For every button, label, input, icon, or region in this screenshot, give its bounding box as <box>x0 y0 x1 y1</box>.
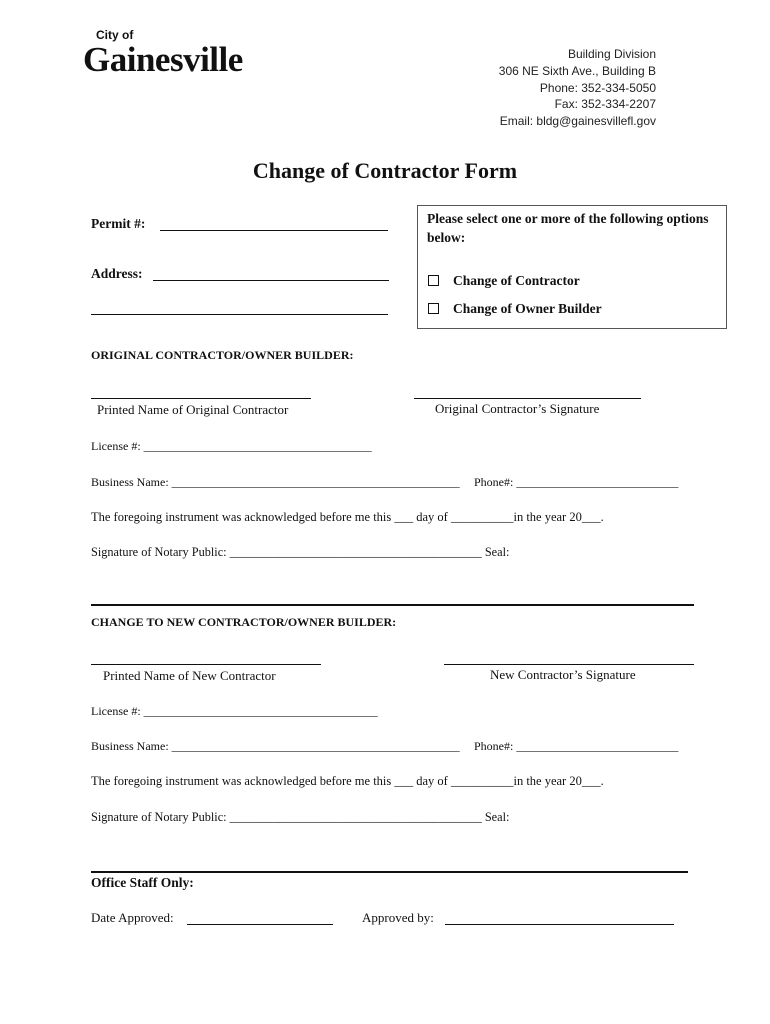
option-label: Change of Contractor <box>453 273 580 288</box>
new-business-name-field[interactable]: Business Name: ________________________________________________ <box>91 739 460 753</box>
approved-by-label: Approved by: <box>362 910 434 925</box>
new-acknowledgement: The foregoing instrument was acknowledged before me this ___ day of __________in the year 20___. <box>91 774 604 788</box>
original-signature-field[interactable] <box>414 398 641 399</box>
address-label: Address: <box>91 266 143 281</box>
original-phone-field[interactable]: Phone#: ___________________________ <box>474 475 679 489</box>
approved-by-field[interactable] <box>445 924 674 925</box>
option-label: Change of Owner Builder <box>453 301 602 316</box>
original-printed-name-label: Printed Name of Original Contractor <box>97 402 289 417</box>
section-divider <box>91 604 694 606</box>
checkbox[interactable] <box>428 275 439 286</box>
new-printed-name-field[interactable] <box>91 664 321 665</box>
permit-label: Permit #: <box>91 216 146 231</box>
new-signature-field[interactable] <box>444 664 694 665</box>
address-field-line1[interactable] <box>153 280 389 281</box>
header-email: Email: bldg@gainesvillefl.gov <box>499 114 656 128</box>
new-heading: CHANGE TO NEW CONTRACTOR/OWNER BUILDER: <box>91 615 397 629</box>
header-fax: Fax: 352-334-2207 <box>554 97 656 111</box>
header-phone: Phone: 352-334-5050 <box>539 81 656 95</box>
checkbox[interactable] <box>428 303 439 314</box>
options-instruction: Please select one or more of the following options below: <box>427 211 709 245</box>
new-signature-label: New Contractor’s Signature <box>490 667 636 682</box>
original-heading: ORIGINAL CONTRACTOR/OWNER BUILDER: <box>91 348 354 362</box>
new-license-field[interactable]: License #: _______________________________________ <box>91 704 378 718</box>
date-approved-label: Date Approved: <box>91 910 174 925</box>
address-field-line2[interactable] <box>91 314 388 315</box>
logo-gainesville: Gainesville <box>83 40 243 79</box>
original-license-field[interactable]: License #: ______________________________________ <box>91 439 372 453</box>
logo-city-of: City of <box>96 28 134 42</box>
permit-field[interactable] <box>160 230 388 231</box>
option-change-of-owner-builder[interactable] <box>428 301 602 317</box>
options-box <box>417 205 727 329</box>
original-business-name-field[interactable]: Business Name: ________________________________________________ <box>91 475 460 489</box>
header-division: Building Division <box>567 47 656 61</box>
option-change-of-contractor[interactable] <box>428 273 580 289</box>
original-printed-name-field[interactable] <box>91 398 311 399</box>
header-address: 306 NE Sixth Ave., Building B <box>498 64 656 78</box>
new-notary-field[interactable]: Signature of Notary Public: _________________________________________ Seal: <box>91 810 510 824</box>
section-divider <box>91 871 688 873</box>
date-approved-field[interactable] <box>187 924 333 925</box>
original-notary-field[interactable]: Signature of Notary Public: _________________________________________ Seal: <box>91 545 510 559</box>
original-signature-label: Original Contractor’s Signature <box>435 401 600 416</box>
original-acknowledgement: The foregoing instrument was acknowledged before me this ___ day of __________in the year 20___. <box>91 510 604 524</box>
new-printed-name-label: Printed Name of New Contractor <box>103 668 276 683</box>
page-title: Change of Contractor Form <box>252 158 518 183</box>
office-heading: Office Staff Only: <box>91 875 194 890</box>
new-phone-field[interactable]: Phone#: ___________________________ <box>474 739 679 753</box>
